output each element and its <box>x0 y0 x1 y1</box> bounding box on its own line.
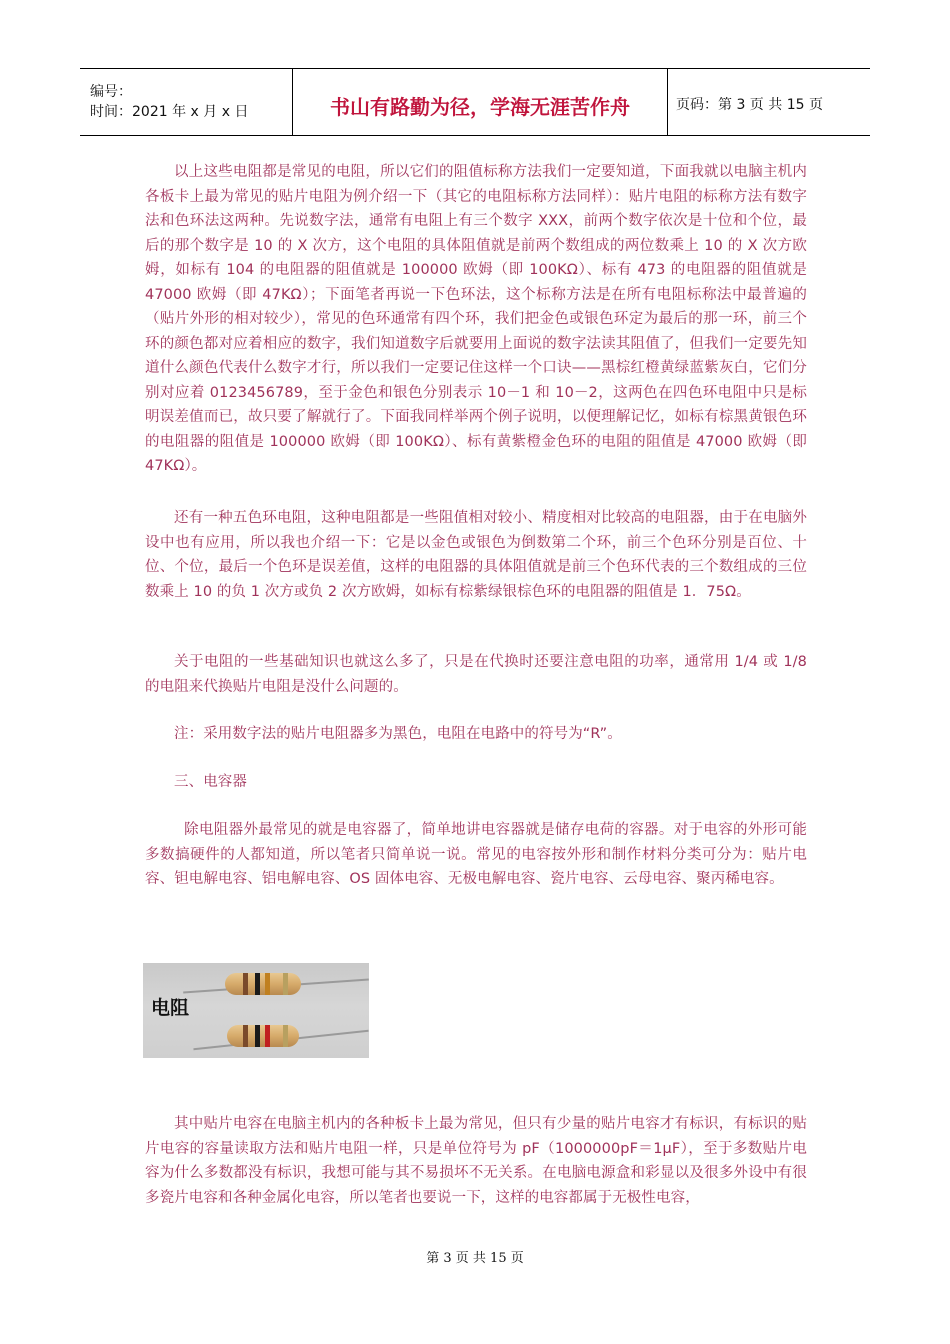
header-motto: 书山有路勤为径，学海无涯苦作舟 <box>293 69 668 136</box>
header-page-info: 页码：第 3 页 共 15 页 <box>668 69 871 136</box>
document-header <box>80 68 870 136</box>
page-footer: 第 3 页 共 15 页 <box>426 1251 524 1266</box>
photo-label: 电阻 <box>151 997 190 1019</box>
doc-number-label: 编号： <box>90 84 132 100</box>
doc-time-label: 时间：2021 年 x 月 x 日 <box>90 104 249 120</box>
header-meta <box>80 69 293 136</box>
resistor-photo <box>143 963 369 1058</box>
paragraph-smd-capacitor: 其中贴片电容在电脑主机内的各种板卡上最为常见，但只有少量的贴片电容才有标识，有标识的贴片电容的容量读取方法和贴片电阻一样，只是单位符号为 pF（1000000pF＝1μF），至于多数贴片电容为什么多数都没有标识，我想可能与其不易损坏不无关系。在电脑电源盒和彩显以及很多外设中有很多瓷片电容和各种金属化电容，所以笔者也要说一下，这样的电容都属于无极性电容， <box>145 1116 807 1206</box>
resistor-body-top <box>225 973 301 995</box>
paragraph-resistor-replacement: 关于电阻的一些基础知识也就这么多了，只是在代换时还要注意电阻的功率，通常用 1/4 或 1/8 的电阻来代换贴片电阻是没什么问题的。 <box>145 654 807 695</box>
paragraph-resistor-marking: 以上这些电阻都是常见的电阻，所以它们的阻值标称方法我们一定要知道，下面我就以电脑主机内各板卡上最为常见的贴片电阻为例介绍一下（其它的电阻标称方法同样）：贴片电阻的标称方法有数字法和色环法这两种。先说数字法，通常有电阻上有三个数字 XXX，前两个数字依次是十位和个位，最后的那个数字是 10 的 X 次方，这个电阻的具体阻值就是前两个数组成的两位数乘上 10 的 X 次方欧姆，如标有 104 的电阻器的阻值就是 100000 欧姆（即 100KΩ）、标有 473 的电阻器的阻值就是 47000 欧姆（即 47KΩ）；下面笔者再说一下色环法，这个标称方法是在所有电阻标称法中最普遍的（贴片外形的相对较少），常见的色环通常有四个环，我们把金色或银色环定为最后的那一环，前三个环的颜色都对应着相应的数字，我们知道数字后就要用上面说的数字法读其阻值了，但我们一定要先知道什么颜色代表什么数字才行，所以我们一定要记住这样一个口诀——黑棕红橙黄绿蓝紫灰白，它们分别对应着 0123456789，至于金色和银色分别表示 10－1 和 10－2，这两色在四色环电阻中只是标明误差值而已，故只要了解就行了。下面我同样举两个例子说明，以便理解记忆，如标有棕黑黄银色环的电阻器的阻值是 100000 欧姆（即 100KΩ）、标有黄紫橙金色环的电阻的阻值是 47000 欧姆（即 47KΩ）。 <box>145 164 807 474</box>
paragraph-capacitor-types: 除电阻器外最常见的就是电容器了，简单地讲电容器就是储存电荷的容器。对于电容的外形可能多数搞硬件的人都知道，所以笔者只简单说一说。常见的电容按外形和制作材料分类可分为：贴片电容、钽电解电容、铝电解电容、OS 固体电容、无极电解电容、瓷片电容、云母电容、聚丙稀电容。 <box>145 822 807 887</box>
section-heading-capacitor: 三、电容器 <box>174 774 247 790</box>
paragraph-five-band-resistor: 还有一种五色环电阻，这种电阻都是一些阻值相对较小、精度相对比较高的电阻器，由于在电脑外设中也有应用，所以我也介绍一下：它是以金色或银色为倒数第二个环，前三个色环分别是百位、十位、个位，最后一个色环是误差值，这样的电阻器的具体阻值就是前三个色环代表的三个数组成的三位数乘上 10 的负 1 次方或负 2 次方欧姆，如标有棕紫绿银棕色环的电阻器的阻值是 1．75Ω。 <box>145 510 807 600</box>
resistor-body-bottom <box>227 1025 299 1047</box>
paragraph-note: 注：采用数字法的贴片电阻器多为黑色，电阻在电路中的符号为“R”。 <box>174 726 622 742</box>
